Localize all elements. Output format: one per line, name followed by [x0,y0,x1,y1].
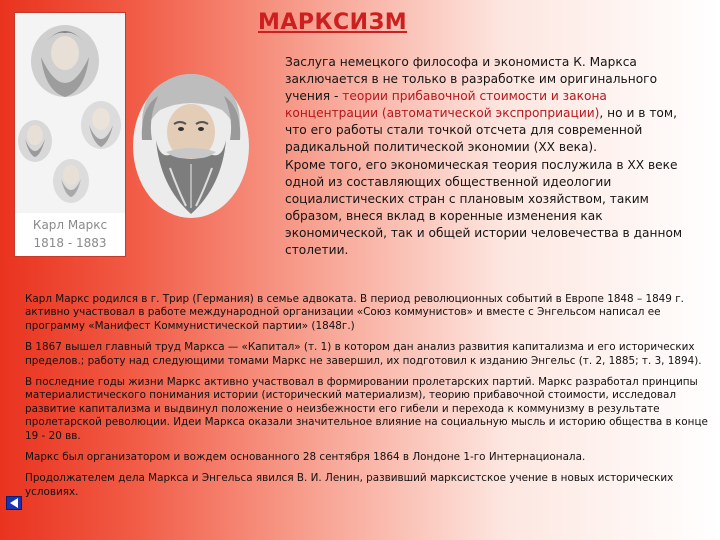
paragraph-capital: В 1867 вышел главный труд Маркса — «Капитал» (т. 1) в котором дан анализ развития капитализма и его исторических пределов.; работу над следующими томами Маркс не завершил, их подготовил к изданию Энгельс (т. 2, 1885; т. 3, 1894). [25,341,702,367]
arrow-left-icon [9,498,19,508]
paragraph-birth: Карл Маркс родился в г. Трир (Германия) в семье адвоката. В период революционных событий в Европе 1848 – 1849 г. активно участвовал в работе международной организации «Союз коммунистов» и вместе с Энгельсом написал ее программу «Манифест Коммунистической партии» (1848г.) [25,293,684,332]
lead-paragraph-2: Кроме того, его экономическая теория послужила в XX веке одной из составляющих общественной идеологии социалистических стран с плановым хозяйством, таким образом, внеся вклад в коренные изменения как экономической, так и общей истории человечества в данном столетии. [285,157,683,258]
portrait-collage [15,13,125,213]
portrait-top [31,25,99,97]
portrait-small-left [18,120,52,162]
lead-text-part2: , но и в том, что его работы стали точкой отсчета для современной радикальной политической экономии (XX века). [285,106,677,155]
marx-portrait [130,68,252,218]
portrait-small-right [81,101,121,149]
lead-text-part1: Заслуга немецкого философа и экономиста К. Маркса заключается в не только в разработке им оригинального учения - [285,55,658,104]
back-button[interactable] [6,496,22,510]
paragraph-last-years: В последние годы жизни Маркс активно участвовал в формировании пролетарских партий. Маркс разработал принципы материалистического понимания истории (исторический материализм), теорию прибавочной стоимости, исследовал развитие капитализма и выдвинул положение о неизбежности его гибели и перехода к коммунизму в результате пролетарской революции. Идеи Маркса оказали значительное влияние на социальную мысль и историю общества в конце 19 - 20 вв. [25,376,708,442]
paragraph-lenin: Продолжателем дела Маркса и Энгельса явился В. И. Ленин, развивший марксистское учение в новых исторических условиях. [25,472,674,498]
slide-title: МАРКСИЗМ [258,10,408,35]
body-text [25,293,708,507]
lead-text [285,54,695,259]
portrait-collage-frame [14,12,126,257]
paragraph-international: Маркс был организатором и вождем основанного 28 сентября 1864 в Лондоне 1-го Интернационала. [25,451,586,464]
portrait-small-bottom [53,159,89,203]
caption-name: Карл Маркс [32,218,108,232]
caption-years: 1818 - 1883 [33,236,107,250]
lead-text-highlight: теории прибавочной стоимости и закона концентрации (автоматической экспроприации) [285,89,607,121]
portrait-caption [15,216,125,252]
lead-paragraph-1 [285,54,695,157]
